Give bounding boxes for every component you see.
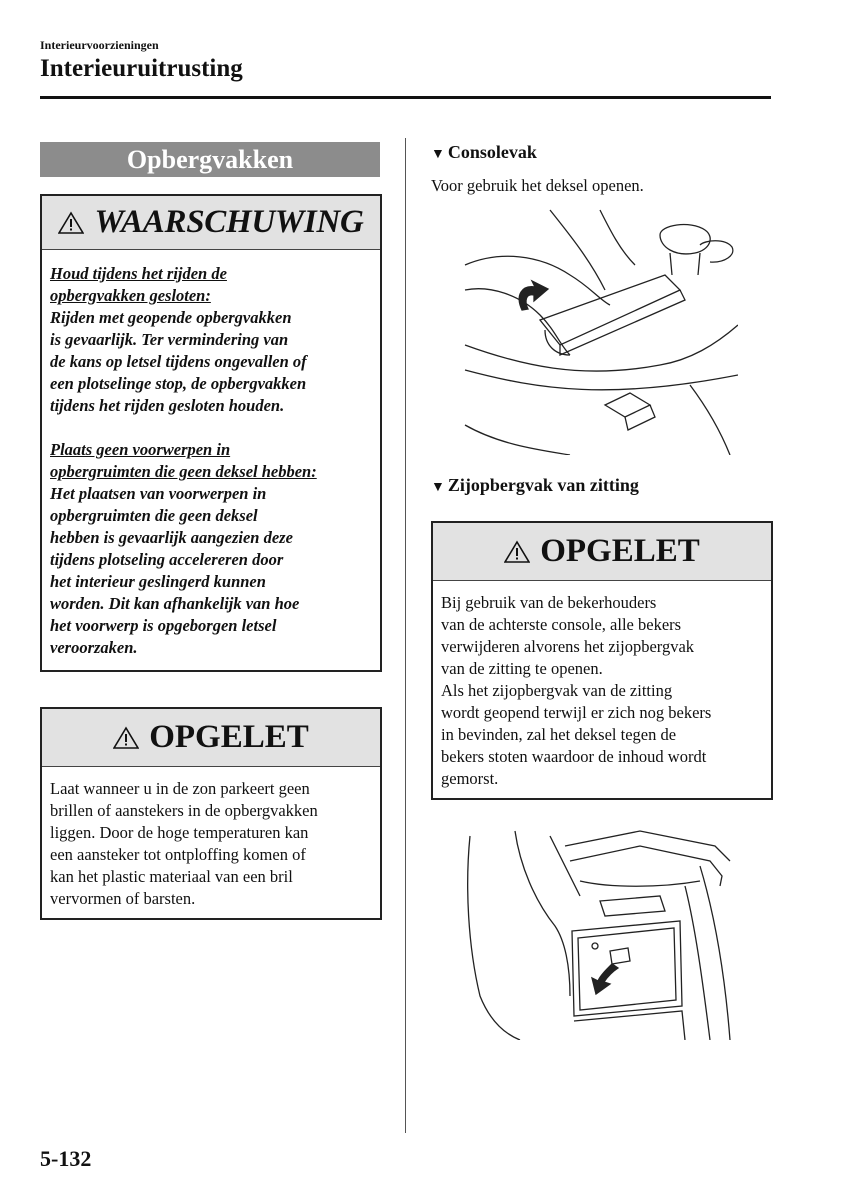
caution-line: bekers stoten waardoor de inhoud wordt bbox=[441, 747, 707, 766]
caution-box-right bbox=[431, 521, 773, 800]
caution-header bbox=[42, 709, 380, 767]
warning-para2-title-line: opbergruimten die geen deksel hebben: bbox=[50, 462, 317, 481]
caution-line: gemorst. bbox=[441, 769, 499, 788]
caution-heading: OPGELET bbox=[149, 719, 309, 755]
warning-paragraph-2 bbox=[50, 439, 372, 659]
caution-line: verwijderen alvorens het zijopbergvak bbox=[441, 637, 695, 656]
warning-triangle-icon bbox=[504, 540, 530, 564]
side-storage-title: Zijopbergvak van zitting bbox=[447, 475, 639, 495]
caution-body bbox=[42, 767, 380, 910]
caution-body bbox=[433, 581, 771, 790]
caution-box-left bbox=[40, 707, 382, 920]
console-illustration bbox=[460, 205, 738, 455]
side-storage-heading bbox=[431, 475, 639, 496]
caution-line: van de zitting te openen. bbox=[441, 659, 603, 678]
warning-paragraph-1 bbox=[50, 263, 372, 417]
column-divider bbox=[405, 138, 406, 1133]
warning-para1-line: tijdens het rijden gesloten houden. bbox=[50, 396, 285, 415]
warning-header bbox=[42, 196, 380, 250]
caution-line: Als het zijopbergvak van de zitting bbox=[441, 681, 673, 700]
down-triangle-icon: ▼ bbox=[431, 480, 445, 495]
warning-triangle-icon bbox=[58, 211, 84, 235]
caution-line: Laat wanneer u in de zon parkeert geen bbox=[50, 779, 310, 798]
warning-triangle-icon bbox=[113, 726, 139, 750]
caution-line: van de achterste console, alle bekers bbox=[441, 615, 682, 634]
warning-para2-line: worden. Dit kan afhankelijk van hoe bbox=[50, 594, 300, 613]
page-number: 5-132 bbox=[40, 1146, 92, 1171]
warning-para1-line: is gevaarlijk. Ter vermindering van bbox=[50, 330, 289, 349]
chapter-label: Interieurvoorzieningen bbox=[40, 38, 159, 52]
warning-box bbox=[40, 194, 382, 672]
warning-para1-title-line: opbergvakken gesloten: bbox=[50, 286, 211, 305]
header-divider bbox=[40, 96, 771, 99]
warning-para1-line: Rijden met geopende opbergvakken bbox=[50, 308, 292, 327]
caution-line: liggen. Door de hoge temperaturen kan bbox=[50, 823, 309, 842]
caution-header bbox=[433, 523, 771, 581]
caution-line: Bij gebruik van de bekerhouders bbox=[441, 593, 657, 612]
warning-para2-line: het interieur geslingerd kunnen bbox=[50, 572, 266, 591]
warning-para2-line: hebben is gevaarlijk aangezien deze bbox=[50, 528, 293, 547]
caution-line: een aansteker tot ontploffing komen of bbox=[50, 845, 306, 864]
console-heading bbox=[431, 142, 537, 163]
warning-heading: WAARSCHUWING bbox=[94, 204, 364, 240]
warning-para1-line: een plotselinge stop, de opbergvakken bbox=[50, 374, 307, 393]
warning-body bbox=[42, 250, 380, 659]
caution-heading: OPGELET bbox=[540, 533, 700, 569]
warning-para1-title-line: Houd tijdens het rijden de bbox=[50, 264, 227, 283]
console-title: Consolevak bbox=[447, 142, 537, 162]
page-title: Interieuruitrusting bbox=[40, 55, 243, 82]
side-storage-illustration bbox=[460, 826, 738, 1040]
caution-line: brillen of aanstekers in de opbergvakken bbox=[50, 801, 318, 820]
caution-line: wordt geopend terwijl er zich nog bekers bbox=[441, 703, 712, 722]
warning-para2-title-line: Plaats geen voorwerpen in bbox=[50, 440, 231, 459]
warning-para2-line: opbergruimten die geen deksel bbox=[50, 506, 258, 525]
down-triangle-icon: ▼ bbox=[431, 147, 445, 162]
warning-para2-line: tijdens plotseling accelereren door bbox=[50, 550, 284, 569]
section-title: Opbergvakken bbox=[40, 142, 380, 177]
warning-para2-line: Het plaatsen van voorwerpen in bbox=[50, 484, 267, 503]
caution-line: in bevinden, zal het deksel tegen de bbox=[441, 725, 677, 744]
console-text: Voor gebruik het deksel openen. bbox=[431, 176, 644, 195]
caution-line: kan het plastic materiaal van een bril bbox=[50, 867, 293, 886]
caution-line: vervormen of barsten. bbox=[50, 889, 196, 908]
warning-para2-line: veroorzaken. bbox=[50, 638, 138, 657]
warning-para2-line: het voorwerp is opgeborgen letsel bbox=[50, 616, 277, 635]
warning-para1-line: de kans op letsel tijdens ongevallen of bbox=[50, 352, 307, 371]
